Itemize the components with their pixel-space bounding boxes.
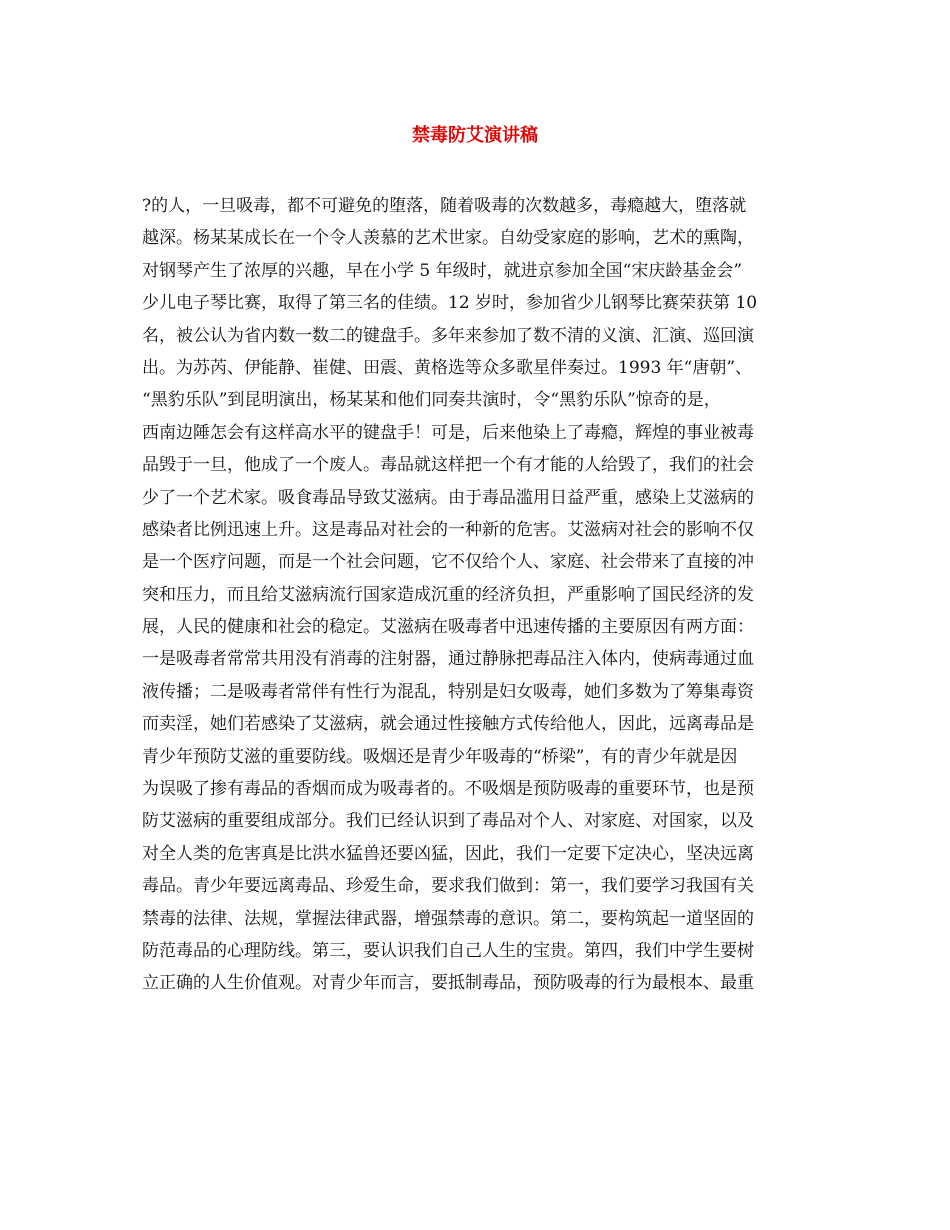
body-line: 突和压力，而且给艾滋病流行国家造成沉重的经济负担，严重影响了国民经济的发 xyxy=(142,584,754,605)
body-line: 一是吸毒者常常共用没有消毒的注射器，通过静脉把毒品注入体内，使病毒通过血 xyxy=(142,649,754,670)
body-line: 毒品。青少年要远离毒品、珍爱生命，要求我们做到：第一，我们要学习我国有关 xyxy=(142,876,754,897)
body-line: 防艾滋病的重要组成部分。我们已经认识到了毒品对个人、对家庭、对国家，以及 xyxy=(142,811,754,832)
body-line: 少儿电子琴比赛，取得了第三名的佳绩。12 岁时，参加省少儿钢琴比赛荣获第 10 xyxy=(142,293,758,314)
body-line: 品毁于一旦，他成了一个废人。毒品就这样把一个有才能的人给毁了，我们的社会 xyxy=(142,455,754,476)
body-line: “黑豹乐队”到昆明演出，杨某某和他们同奏共演时，令“黑豹乐队”惊奇的是， xyxy=(142,390,721,411)
body-line: ?的人，一旦吸毒，都不可避免的堕落，随着吸毒的次数越多，毒瘾越大，堕落就 xyxy=(142,196,747,216)
body-line: 为误吸了掺有毒品的香烟而成为吸毒者的。不吸烟是预防吸毒的重要环节，也是预 xyxy=(142,779,754,800)
body-line: 青少年预防艾滋的重要防线。吸烟还是青少年吸毒的“桥梁”，有的青少年就是因 xyxy=(142,746,738,767)
body-line: 少了一个艺术家。吸食毒品导致艾滋病。由于毒品滥用日益严重，感染上艾滋病的 xyxy=(142,487,754,508)
body-line: 展，人民的健康和社会的稳定。艾滋病在吸毒者中迅速传播的主要原因有两方面： xyxy=(142,617,754,638)
body-line: 西南边陲怎会有这样高水平的键盘手！可是，后来他染上了毒瘾，辉煌的事业被毒 xyxy=(142,422,754,443)
body-line: 对全人类的危害真是比洪水猛兽还要凶猛，因此，我们一定要下定决心，坚决远离 xyxy=(142,843,754,864)
body-line: 越深。杨某某成长在一个令人羡慕的艺术世家。自幼受家庭的影响，艺术的熏陶， xyxy=(142,228,754,249)
body-line: 对钢琴产生了浓厚的兴趣，早在小学 5 年级时，就进京参加全国“宋庆龄基金会” xyxy=(142,260,743,281)
body-line: 而卖淫，她们若感染了艾滋病，就会通过性接触方式传给他人，因此，远离毒品是 xyxy=(142,714,754,735)
body-line: 禁毒的法律、法规，掌握法律武器，增强禁毒的意识。第二，要构筑起一道坚固的 xyxy=(142,908,754,929)
body-line: 液传播；二是吸毒者常伴有性行为混乱，特别是妇女吸毒，她们多数为了筹集毒资 xyxy=(142,681,754,702)
body-line: 出。为苏芮、伊能静、崔健、田震、黄格选等众多歌星伴奏过。1993 年“唐朝”、 xyxy=(142,357,753,378)
body-line: 名，被公认为省内数一数二的键盘手。多年来参加了数不清的义演、汇演、巡回演 xyxy=(142,325,754,346)
body-line: 感染者比例迅速上升。这是毒品对社会的一种新的危害。艾滋病对社会的影响不仅 xyxy=(142,519,754,540)
document-body xyxy=(142,190,822,1000)
body-line: 是一个医疗问题，而是一个社会问题，它不仅给个人、家庭、社会带来了直接的冲 xyxy=(142,552,754,573)
body-line: 立正确的人生价值观。对青少年而言，要抵制毒品，预防吸毒的行为最根本、最重 xyxy=(142,973,754,994)
body-line: 防范毒品的心理防线。第三，要认识我们自己人生的宝贵。第四，我们中学生要树 xyxy=(142,940,754,961)
document-title: 禁毒防艾演讲稿 xyxy=(412,125,538,146)
